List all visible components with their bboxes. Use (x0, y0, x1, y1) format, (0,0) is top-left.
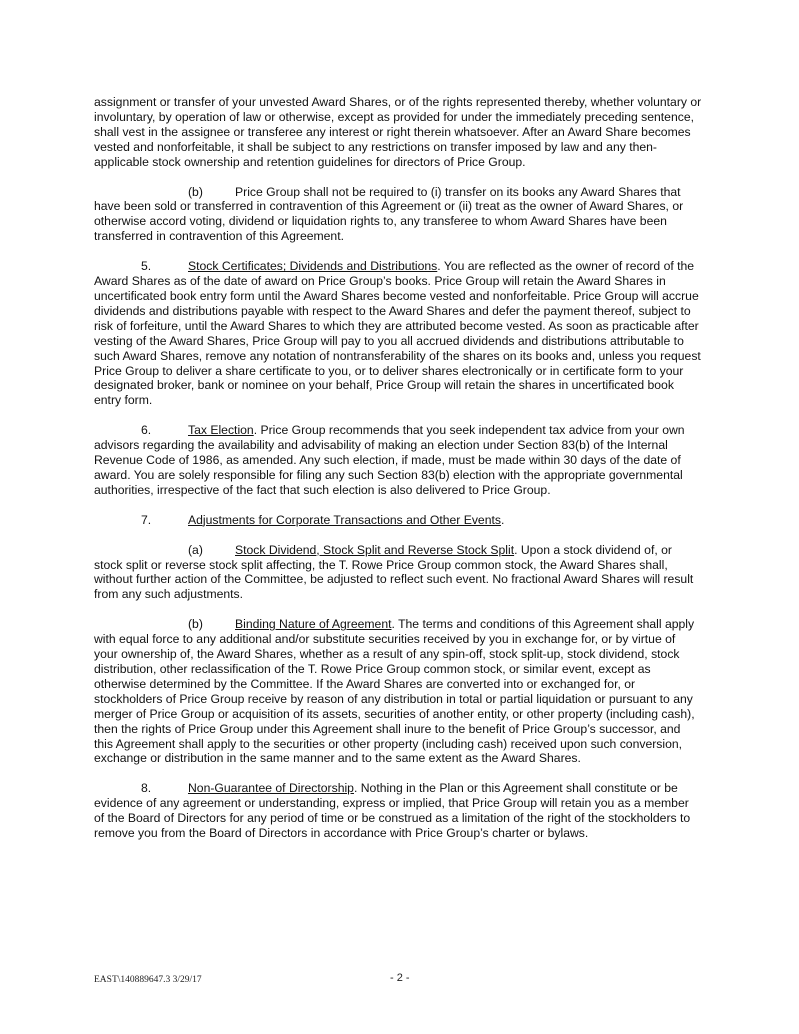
section-6 (94, 423, 702, 498)
paragraph-transfer-restrictions-continued (94, 95, 702, 170)
section-7a (94, 543, 702, 603)
subsection-text: . The terms and conditions of this Agreement shall apply with equal force to any additional and/or substitute securities received by you in exchange for, or by virtue of your ownership of, the Award Shares, whether as a result of any spin-off, stock split-up, stock dividend, stock distribution, other reclassification of the T. Rowe Price Group common stock, or similar event, except as otherwise determined by the Committee. If the Award Shares are converted into or exchanged for, or stockholders of Price Group receive by reason of any distribution in total or partial liquidation or pursuant to any merger of Price Group or acquisition of its assets, securities of another entity, or other property (including cash), then the rights of Price Group under this Agreement shall inure to the benefit of Price Group’s successor, and this Agreement shall apply to the securities or other property (including cash) received upon such conversion, exchange or distribution in the same manner and to the same extent as the Award Shares. (94, 617, 695, 766)
subsection-marker: (b) (188, 617, 203, 632)
section-number: 8. (141, 781, 152, 796)
subsection-heading: Binding Nature of Agreement (235, 617, 392, 632)
section-8 (94, 781, 702, 841)
section-text: . Price Group recommends that you seek independent tax advice from your own advisors regarding the availability and advisability of making an election under Section 83(b) of the Internal Revenue Code of 1986, as amended. Any such election, if made, must be made within 30 days of the date of award. You are solely responsible for filing any such Section 83(b) election with the appropriate governmental authorities, irrespective of the fact that such election is also delivered to Price Group. (94, 423, 685, 497)
section-text: . (500, 512, 505, 527)
paragraph-4b (94, 185, 702, 245)
document-body (94, 95, 702, 856)
section-number: 6. (141, 423, 152, 438)
footer-page-number: - 2 - (390, 972, 410, 984)
section-heading: Tax Election (188, 423, 254, 438)
subsection-marker: (b) (188, 184, 203, 199)
section-7b (94, 617, 702, 766)
section-number: 5. (141, 259, 152, 274)
subsection-heading: Stock Dividend, Stock Split and Reverse Stock Split (235, 542, 515, 557)
paragraph-text: Price Group shall not be required to (i) transfer on its books any Award Shares that have been sold or transferred in contravention of this Agreement or (ii) treat as the owner of Award Shares, or otherwise accord voting, dividend or liquidation rights to, any transferee to whom Award Shares have been transferred in contravention of this Agreement. (94, 184, 684, 244)
paragraph-text: assignment or transfer of your unvested Award Shares, or of the rights represented thereby, whether voluntary or involuntary, by operation of law or otherwise, except as provided for under the immediately preceding sentence, shall vest in the assignee or transferee any interest or right therein whatsoever. After an Award Share becomes vested and nonforfeitable, it shall be subject to any restrictions on transfer imposed by law and any then-applicable stock ownership and retention guidelines for directors of Price Group. (94, 95, 702, 169)
footer-document-id: EAST\140889647.3 3/29/17 (94, 975, 202, 985)
section-heading: Stock Certificates; Dividends and Distributions (188, 259, 438, 274)
section-text: . You are reflected as the owner of record of the Award Shares as of the date of award on Price Group’s books. Price Group will retain the Award Shares in uncertificated book entry form until the Award Shares become vested and nonforfeitable. Price Group will accrue dividends and distributions payable with respect to the Award Shares and defer the payment thereof, subject to risk of forfeiture, until the Award Shares to which they are attributed become vested. As soon as practicable after vesting of the Award Shares, Price Group will pay to you all accrued dividends and distributions attributable to such Award Shares, remove any notation of nontransferability of the shares on its books and, unless you request Price Group to deliver a share certificate to you, or to deliver shares electronically or in certificate form to your designated broker, bank or nominee on your behalf, Price Group will retain the shares in uncertificated book entry form. (94, 259, 701, 408)
section-text: . Nothing in the Plan or this Agreement shall constitute or be evidence of any agreement or understanding, express or implied, that Price Group will retain you as a member of the Board of Directors for any period of time or be construed as a limitation of the right of the stockholders to remove you from the Board of Directors in accordance with Price Group’s charter or bylaws. (94, 781, 691, 841)
section-number: 7. (141, 512, 152, 527)
section-7 (94, 513, 702, 528)
subsection-marker: (a) (188, 542, 203, 557)
section-heading: Non-Guarantee of Directorship (188, 781, 354, 796)
section-5 (94, 259, 702, 408)
section-heading: Adjustments for Corporate Transactions and Other Events (188, 512, 501, 527)
subsection-text: . Upon a stock dividend of, or stock split or reverse stock split affecting, the T. Rowe Price Group common stock, the Award Shares shall, without further action of the Committee, be adjusted to reflect such event. No fractional Award Shares will result from any such adjustments. (94, 542, 694, 602)
